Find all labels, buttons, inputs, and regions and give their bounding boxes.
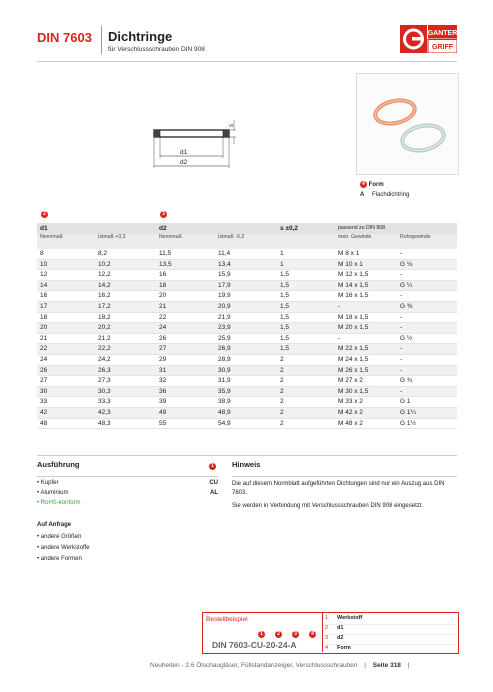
table-cell: 29 [156, 354, 215, 365]
badge-3: 3 [160, 211, 167, 218]
col-d2-empty [215, 223, 277, 234]
table-cell: 21,9 [215, 312, 277, 323]
table-row [37, 418, 457, 429]
table-cell: 27,3 [95, 376, 156, 387]
anfrage-item: • andere Werkstoffe [37, 545, 90, 551]
anfrage-item-label: andere Formen [40, 556, 82, 562]
order-legend-label: d1 [337, 625, 344, 631]
form-heading: Form [368, 182, 384, 189]
table-cell: 23,9 [215, 323, 277, 334]
table-cell: 1 [277, 259, 335, 270]
table-cell: M 24 x 1,5 [335, 354, 397, 365]
table-cell: 19,9 [215, 291, 277, 302]
table-cell: 13,4 [215, 259, 277, 270]
table-cell: M 27 x 2 [335, 376, 397, 387]
order-badge: 2 [275, 631, 282, 638]
table-cell: 48,9 [215, 407, 277, 418]
table-row [37, 323, 457, 334]
table-row [37, 291, 457, 302]
col-d1-empty [95, 223, 156, 234]
logo-text-top: GANTER [427, 30, 457, 37]
order-legend-num: 1 [325, 615, 329, 621]
col-passend: passend zu DIN 908 [335, 223, 397, 234]
table-cell: 2 [277, 365, 335, 376]
table-row [37, 386, 457, 397]
table-cell: 12 [37, 270, 95, 281]
table-row [37, 354, 457, 365]
logo-text-bottom: GRIFF [432, 44, 453, 51]
table-cell: M 12 x 1,5 [335, 270, 397, 281]
table-cell: 21 [156, 301, 215, 312]
product-photo [356, 73, 459, 175]
table-cell: 35,9 [215, 386, 277, 397]
table-cell: 26 [37, 365, 95, 376]
table-cell: 1,5 [277, 280, 335, 291]
rohs-label: RoHS-konform [40, 500, 81, 506]
table-cell: 2 [277, 376, 335, 387]
table-cell: 17 [37, 301, 95, 312]
table-cell: G ¾ [397, 376, 457, 387]
page-title: Dichtringe [108, 29, 173, 44]
subcol-d1-ist-text: Istmaß +0,3 [98, 234, 126, 240]
subcol-rohr: Rohrgewinde [397, 234, 457, 249]
table-header-row [37, 223, 457, 234]
page-number: Seite 318 [372, 662, 401, 669]
table-cell: - [335, 333, 397, 344]
table-cell: 20 [156, 291, 215, 302]
table-cell: M 16 x 1,5 [335, 291, 397, 302]
dimension-table [37, 223, 457, 429]
table-row [37, 249, 457, 259]
form-legend-item [360, 192, 409, 198]
auf-anfrage-list [37, 534, 90, 567]
table-cell: G 1 [397, 397, 457, 408]
table-cell: 21,2 [95, 333, 156, 344]
table-cell: 42,3 [95, 407, 156, 418]
ausfuehrung-label: Kupfer [40, 480, 59, 486]
table-cell: 1,5 [277, 344, 335, 355]
rohs-item: • RoHS-konform [37, 500, 81, 506]
table-cell: 31 [156, 365, 215, 376]
table-cell: 1,5 [277, 270, 335, 281]
table-cell: 24 [37, 354, 95, 365]
table-cell: M 42 x 2 [335, 407, 397, 418]
table-cell: 20,2 [95, 323, 156, 334]
table-cell: 10 [37, 259, 95, 270]
order-legend-item [325, 625, 455, 635]
badge-1: 1 [209, 463, 216, 470]
table-cell: 14,2 [95, 280, 156, 291]
table-cell: M 30 x 1,5 [335, 386, 397, 397]
auf-anfrage-heading: Auf Anfrage [37, 522, 72, 528]
col-s: s ±0,2 [277, 223, 335, 234]
header-divider [101, 26, 102, 54]
table-cell: 42 [37, 407, 95, 418]
table-cell: 49 [156, 407, 215, 418]
table-cell: 18 [37, 312, 95, 323]
table-row [37, 397, 457, 408]
table-cell: 10,2 [95, 259, 156, 270]
table-cell: 13,5 [156, 259, 215, 270]
table-cell: M 8 x 1 [335, 249, 397, 259]
subcol-s [277, 234, 335, 249]
order-legend [325, 615, 455, 654]
table-cell: 18 [156, 280, 215, 291]
table-cell: 27 [156, 344, 215, 355]
table-cell: - [397, 291, 457, 302]
table-cell: M 22 x 1,5 [335, 344, 397, 355]
order-badge: 4 [309, 631, 316, 638]
table-cell: 11,4 [215, 249, 277, 259]
table-cell: 30,3 [95, 386, 156, 397]
table-cell: - [397, 270, 457, 281]
table-cell: G ⅜ [397, 301, 457, 312]
anfrage-item-label: andere Größen [40, 534, 82, 540]
table-cell: 16 [156, 270, 215, 281]
order-divider [322, 613, 323, 652]
table-cell: 1,5 [277, 291, 335, 302]
table-cell: M 20 x 1,5 [335, 323, 397, 334]
table-cell: 28,9 [215, 354, 277, 365]
hinweis-heading: Hinweis [232, 460, 261, 469]
table-cell: 2 [277, 418, 335, 429]
table-cell: 11,5 [156, 249, 215, 259]
ganter-logo [400, 25, 457, 53]
table-cell: 33,3 [95, 397, 156, 408]
order-legend-num: 3 [325, 635, 329, 641]
table-cell: - [335, 301, 397, 312]
table-cell: 54,9 [215, 418, 277, 429]
table-cell: 38,9 [215, 397, 277, 408]
page-footer: Neuheiten - 2.6 Ölschaugläser, Füllstandanzeiger, Verschlussschrauben | Seite 318 | [150, 662, 410, 669]
table-cell: - [397, 386, 457, 397]
table-cell: 1,5 [277, 323, 335, 334]
table-cell: G 1½ [397, 418, 457, 429]
table-cell: - [397, 344, 457, 355]
table-cell: 2 [277, 354, 335, 365]
subcol-d1-nenn: Nennmaß [37, 234, 95, 249]
table-cell: M 48 x 2 [335, 418, 397, 429]
table-cell: 2 [277, 407, 335, 418]
table-cell: 48 [37, 418, 95, 429]
table-cell: 31,9 [215, 376, 277, 387]
table-cell: 26,9 [215, 344, 277, 355]
table-cell: 18,2 [95, 312, 156, 323]
table-cell: 55 [156, 418, 215, 429]
order-legend-item [325, 645, 455, 654]
table-cell: 30 [37, 386, 95, 397]
table-row [37, 270, 457, 281]
table-cell: 2 [277, 397, 335, 408]
table-cell: 8,2 [95, 249, 156, 259]
table-cell: 36 [156, 386, 215, 397]
table-cell: - [397, 354, 457, 365]
table-cell: G ⅛ [397, 259, 457, 270]
table-cell: M 10 x 1 [335, 259, 397, 270]
table-row [37, 333, 457, 344]
table-cell: 26,3 [95, 365, 156, 376]
subcol-metr: metr. Gewinde [335, 234, 397, 249]
table-row [37, 376, 457, 387]
order-badges [258, 631, 316, 638]
table-cell: - [397, 365, 457, 376]
table-cell: 22,2 [95, 344, 156, 355]
ring-cross-section-drawing [140, 112, 250, 174]
table-cell: G 1¼ [397, 407, 457, 418]
table-cell: 39 [156, 397, 215, 408]
order-legend-item [325, 615, 455, 625]
table-cell: 22 [37, 344, 95, 355]
table-cell: 14 [37, 280, 95, 291]
table-cell: 20 [37, 323, 95, 334]
table-cell: 26 [156, 333, 215, 344]
footer-text: Neuheiten - 2.6 Ölschaugläser, Füllstandanzeiger, Verschlussschrauben [150, 662, 358, 669]
table-cell: M 14 x 1,5 [335, 280, 397, 291]
table-row [37, 301, 457, 312]
form-key: A [360, 192, 365, 198]
table-cell: 27 [37, 376, 95, 387]
ausfuehrung-rule [37, 476, 218, 477]
table-cell: 16 [37, 291, 95, 302]
table-cell: 24 [156, 323, 215, 334]
ausfuehrung-item: • Aluminium AL [37, 490, 218, 500]
table-cell: 1 [277, 249, 335, 259]
order-legend-num: 4 [325, 645, 329, 651]
anfrage-item-label: andere Werkstoffe [40, 545, 90, 551]
label-s: s [229, 124, 235, 127]
section-rule [37, 455, 457, 456]
table-cell: M 18 x 1,5 [335, 312, 397, 323]
table-cell: 17,2 [95, 301, 156, 312]
table-cell: 1,5 [277, 312, 335, 323]
table-cell: G ½ [397, 333, 457, 344]
order-code: DIN 7603-CU-20-24-A [212, 640, 297, 650]
badge-4: 4 [360, 181, 367, 188]
table-cell: 16,2 [95, 291, 156, 302]
header-rule [37, 61, 457, 62]
subcol-d2-nenn: Nennmaß [156, 234, 215, 249]
table-cell: 12,2 [95, 270, 156, 281]
order-badge: 3 [292, 631, 299, 638]
label-d2: d2 [180, 159, 188, 166]
ausfuehrung-item: • Kupfer CU [37, 480, 218, 490]
ausfuehrung-label: Aluminium [40, 490, 69, 496]
table-cell: 1,5 [277, 333, 335, 344]
table-cell: 1,5 [277, 301, 335, 312]
table-cell: 17,9 [215, 280, 277, 291]
col-d1: d1 [37, 223, 95, 234]
table-row [37, 407, 457, 418]
table-cell: - [397, 249, 457, 259]
table-cell: - [397, 312, 457, 323]
order-legend-item [325, 635, 455, 645]
order-legend-num: 2 [325, 625, 329, 631]
table-cell: - [397, 323, 457, 334]
table-cell: 2 [277, 386, 335, 397]
table-row [37, 259, 457, 270]
order-example-heading: Bestellbeispiel [206, 616, 248, 623]
form-value: Flachdichtring [372, 192, 410, 198]
table-cell: 30,9 [215, 365, 277, 376]
hinweis-text-1: Die auf diesem Normblatt aufgeführten Dichtungen sind nur ein Auszug aus DIN 7603. [232, 481, 445, 496]
table-row [37, 312, 457, 323]
order-legend-label: Werkstoff [337, 615, 363, 621]
badge-2: 2 [41, 211, 48, 218]
hinweis-text-2: Sie werden in Verbindung mit Verschlussschrauben DIN 908 eingesetzt. [232, 503, 424, 509]
label-d1: d1 [180, 149, 188, 156]
order-legend-label: Form [337, 645, 351, 651]
table-cell: 25,9 [215, 333, 277, 344]
subcol-d2-ist [215, 234, 277, 249]
table-cell: 20,9 [215, 301, 277, 312]
table-cell: 21 [37, 333, 95, 344]
anfrage-item: • andere Formen [37, 556, 82, 562]
anfrage-item: • andere Größen [37, 534, 82, 540]
table-row [37, 365, 457, 376]
subcol-d1-ist [95, 234, 156, 249]
hinweis-rule [232, 476, 457, 477]
table-row [37, 280, 457, 291]
col-passend-empty [397, 223, 457, 234]
table-subheader-row [37, 234, 457, 249]
table-cell: 24,2 [95, 354, 156, 365]
page-subtitle: für Verschlussschrauben DIN 908 [108, 46, 205, 53]
table-cell: 48,3 [95, 418, 156, 429]
table-cell: 15,9 [215, 270, 277, 281]
ausfuehrung-code: AL [210, 490, 218, 496]
table-cell: M 26 x 1,5 [335, 365, 397, 376]
order-badge: 1 [258, 631, 265, 638]
ausfuehrung-heading: Ausführung [37, 460, 80, 469]
ausfuehrung-code: CU [209, 480, 218, 486]
table-cell: M 33 x 2 [335, 397, 397, 408]
subcol-d2-ist-text: Istmaß -0,2 [218, 234, 245, 240]
table-cell: G ¼ [397, 280, 457, 291]
table-cell: 33 [37, 397, 95, 408]
table-row [37, 344, 457, 355]
sealing-rings-image [357, 74, 458, 174]
col-d2: d2 [156, 223, 215, 234]
table-cell: 8 [37, 249, 95, 259]
form-legend-heading [360, 181, 384, 188]
table-cell: 32 [156, 376, 215, 387]
norm-code: DIN 7603 [37, 30, 92, 45]
order-legend-label: d2 [337, 635, 344, 641]
table-cell: 22 [156, 312, 215, 323]
ausfuehrung-list [37, 480, 218, 510]
